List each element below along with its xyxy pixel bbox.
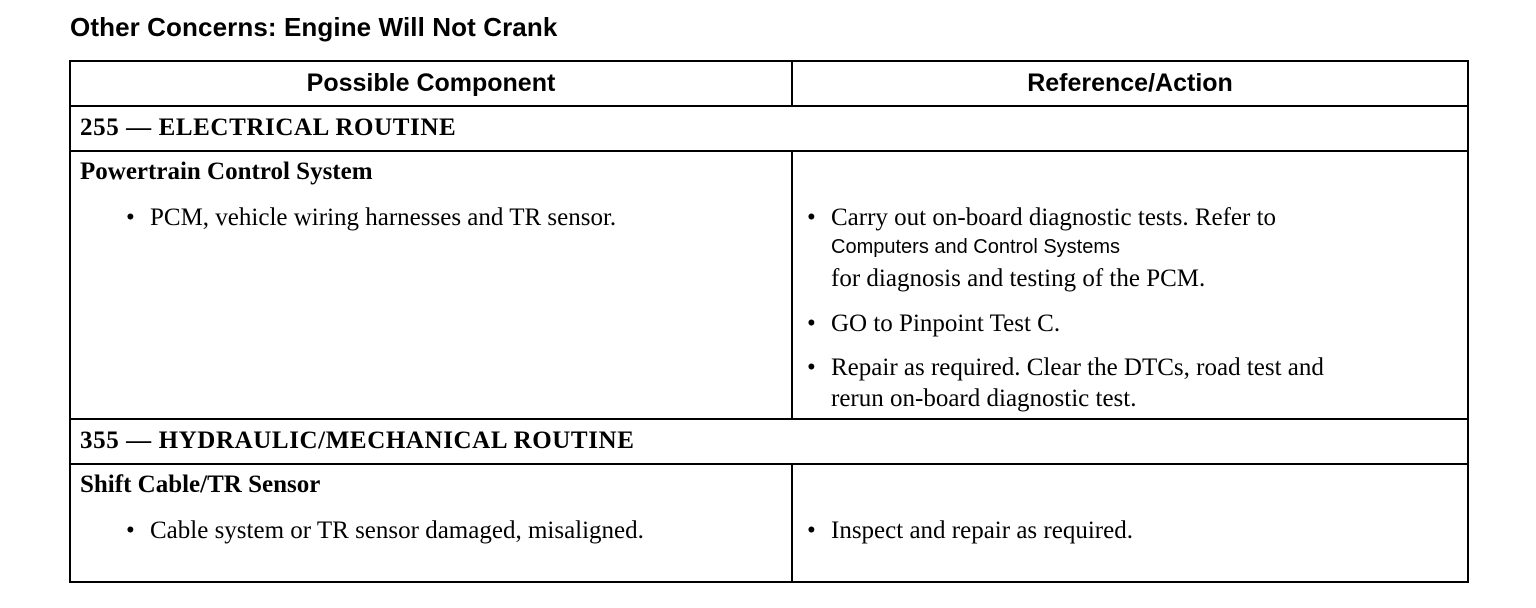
- component-cell: [71, 465, 793, 583]
- component-bullet-text: Cable system or TR sensor damaged, misaligned.: [150, 517, 644, 544]
- action-cell: [793, 465, 1467, 583]
- bullet-icon: •: [126, 517, 135, 544]
- section-label: 355 — HYDRAULIC/MECHANICAL ROUTINE: [80, 427, 635, 454]
- section-label: 255 — ELECTRICAL ROUTINE: [80, 114, 457, 141]
- action-cell: [793, 152, 1467, 418]
- bullet-icon: •: [126, 204, 135, 231]
- reference-link[interactable]: Computers and Control Systems: [831, 236, 1121, 258]
- bullet-icon: •: [807, 204, 816, 231]
- action-text-continued: for diagnosis and testing of the PCM.: [831, 265, 1206, 292]
- section-row-electrical: [71, 107, 1467, 152]
- table-header-row: [71, 62, 1467, 107]
- component-title: Shift Cable/TR Sensor: [80, 471, 321, 498]
- pinpoint-test-link[interactable]: GO to Pinpoint Test C.: [831, 310, 1061, 337]
- action-text: Repair as required. Clear the DTCs, road test and: [831, 354, 1324, 381]
- table-row: [71, 465, 1467, 583]
- bullet-icon: •: [807, 517, 816, 544]
- action-text: Carry out on-board diagnostic tests. Refer to: [831, 204, 1277, 231]
- action-text: Inspect and repair as required.: [831, 517, 1133, 544]
- component-bullet-text: PCM, vehicle wiring harnesses and TR sensor.: [150, 204, 617, 231]
- component-title: Powertrain Control System: [80, 158, 373, 185]
- header-reference-action: Reference/Action: [1027, 69, 1233, 97]
- page-title: Other Concerns: Engine Will Not Crank: [70, 12, 558, 42]
- component-cell: [71, 152, 793, 418]
- table-row: [71, 152, 1467, 420]
- bullet-icon: •: [807, 354, 816, 381]
- diagnosis-table: [69, 60, 1469, 583]
- action-text-continued: rerun on-board diagnostic test.: [831, 385, 1137, 412]
- bullet-icon: •: [807, 310, 816, 337]
- header-possible-component: Possible Component: [71, 62, 793, 105]
- section-row-hydraulic-mechanical: [71, 420, 1467, 465]
